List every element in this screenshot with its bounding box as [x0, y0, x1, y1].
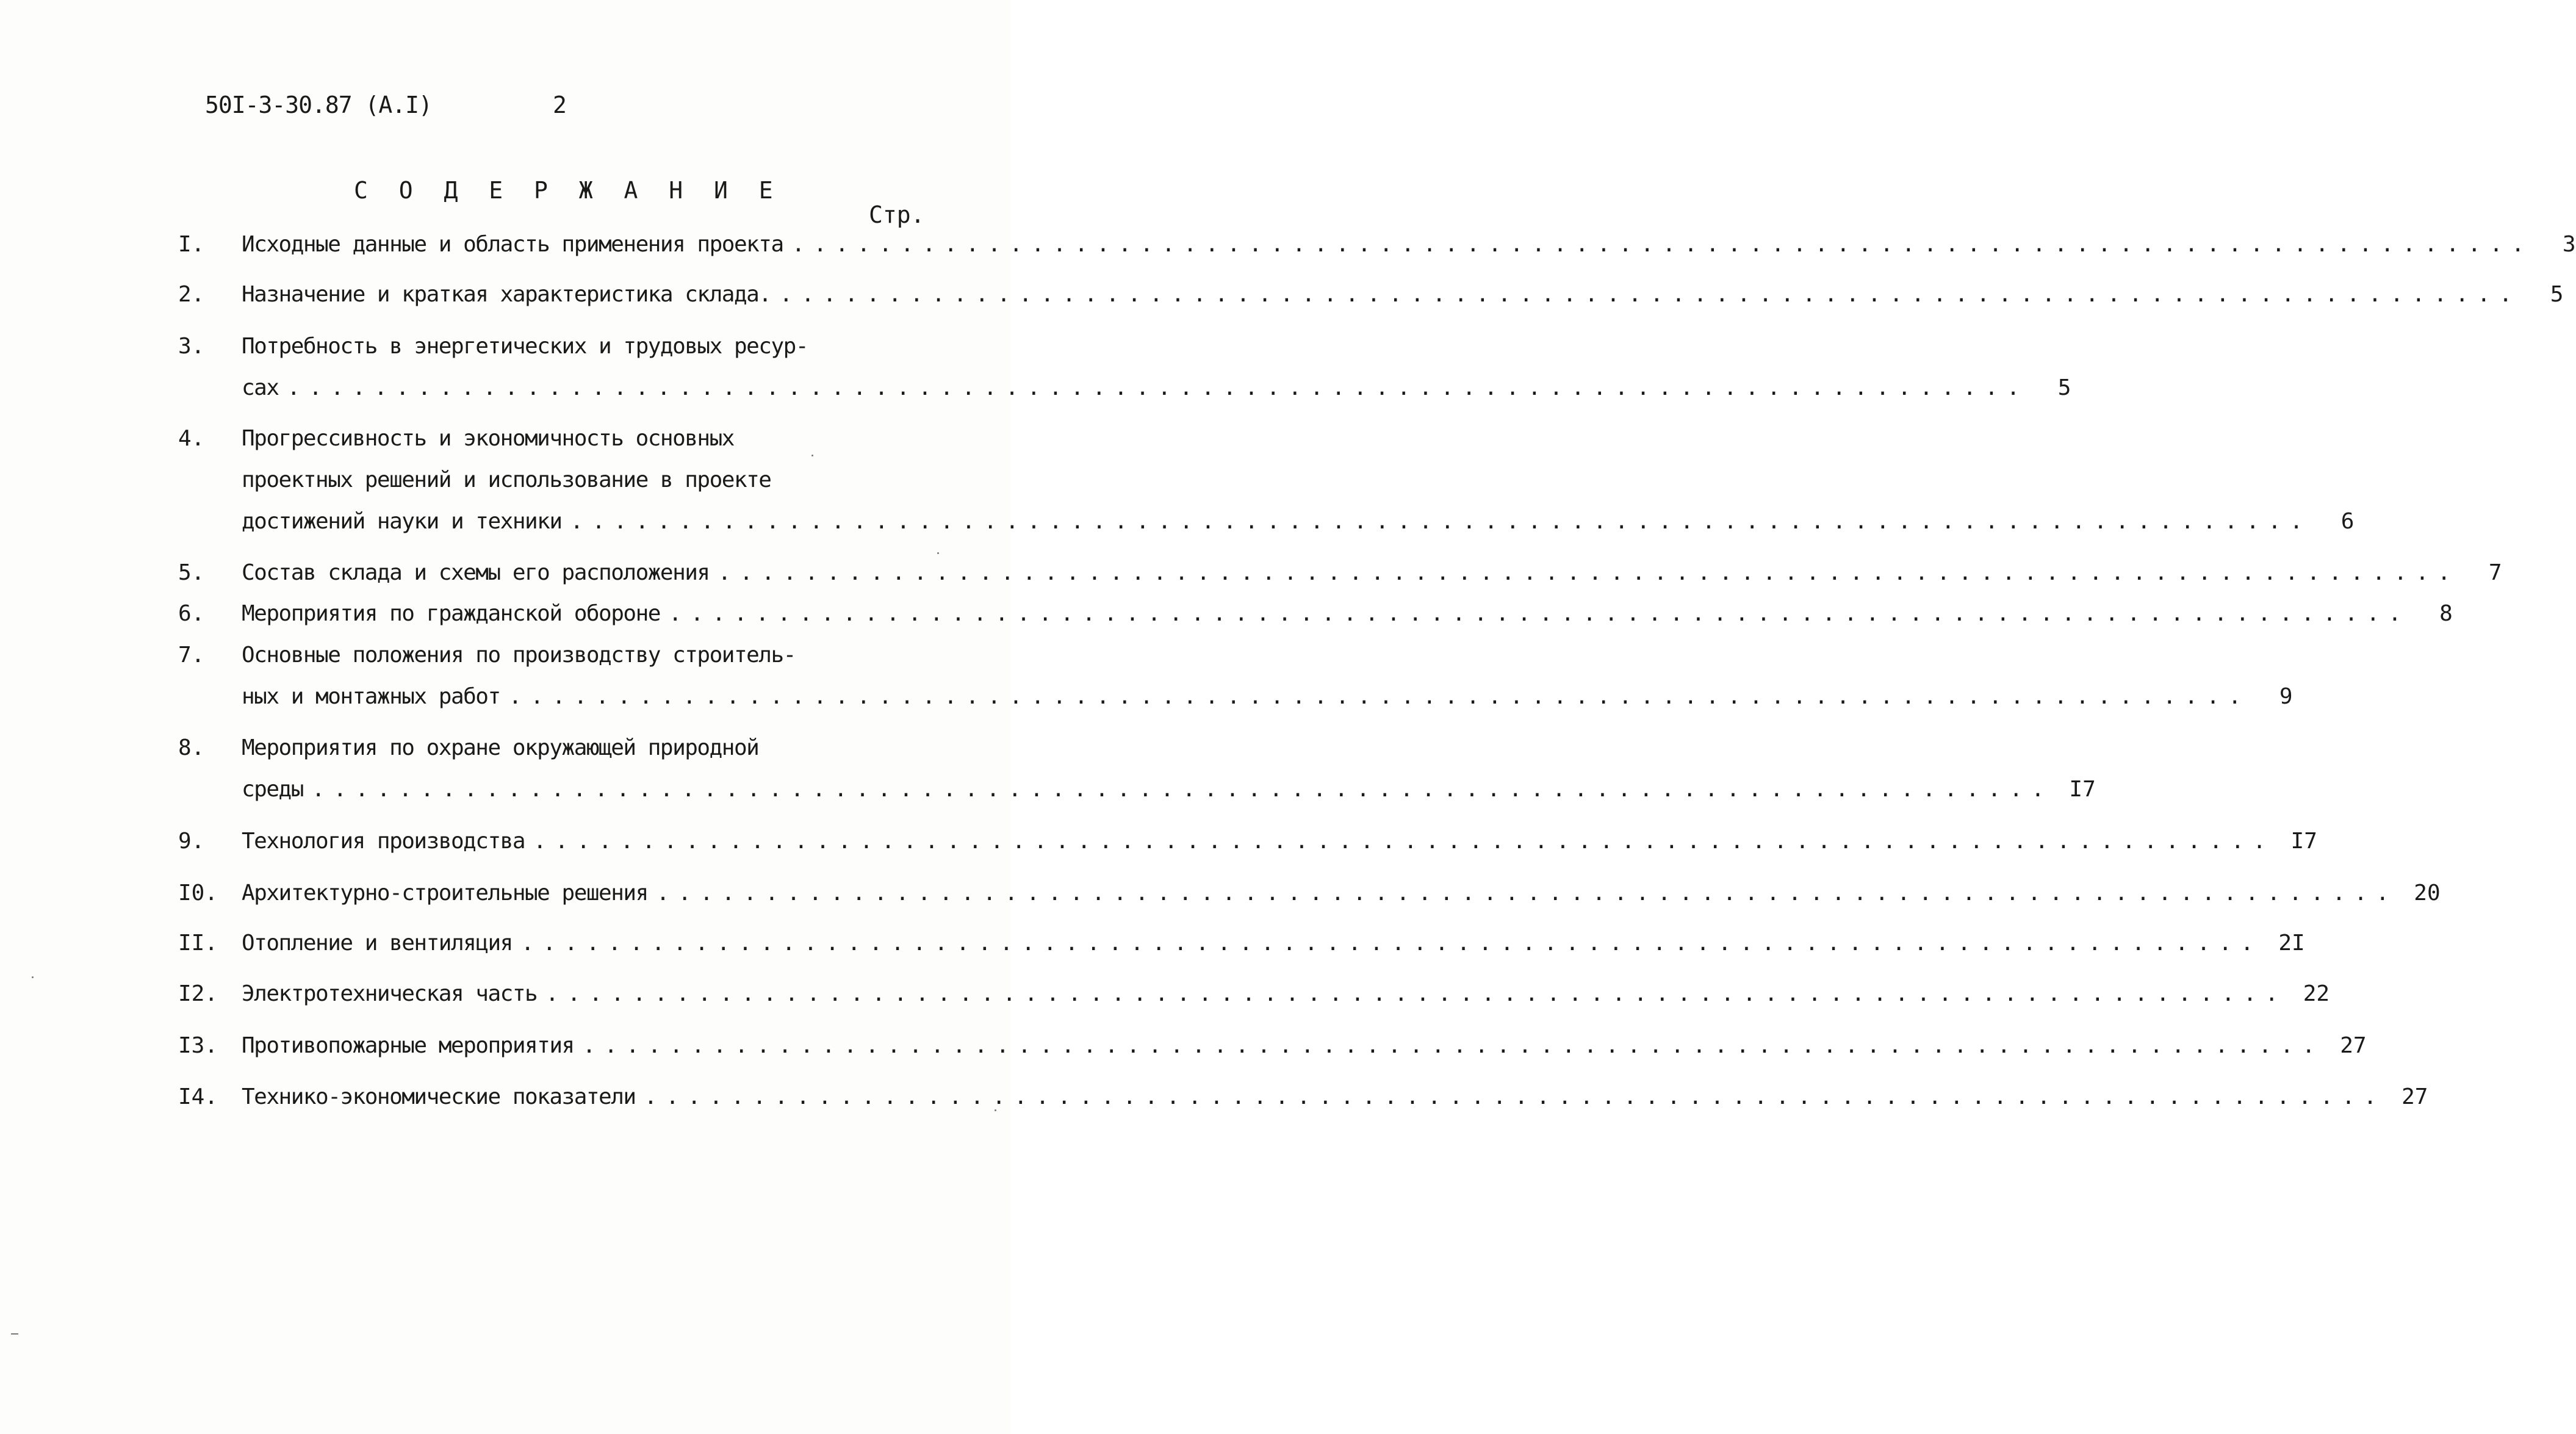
toc-entry-line [242, 1084, 2428, 1112]
toc-entry-line [242, 601, 2453, 629]
dot-leader: ................................................................................ [533, 829, 2275, 854]
toc-entry-line [242, 684, 2293, 712]
toc-entry-number: I0. [178, 881, 218, 906]
dot-leader: ................................................................................ [570, 509, 2312, 534]
toc-entry-text: Архитектурно-строительные решения [242, 881, 648, 906]
toc-entry-page: 8 [2439, 601, 2453, 626]
dot-leader: ................................................................................ [656, 881, 2398, 906]
toc-entry-page: I7 [2069, 777, 2096, 802]
toc-entry-page: 2I [2278, 931, 2305, 956]
toc-title: С О Д Е Р Ж А Н И Е [354, 177, 782, 204]
dot-leader: ................................................................................ [582, 1033, 2324, 1058]
toc-entry-text: Противопожарные мероприятия [242, 1033, 574, 1058]
toc-entry-page: 27 [2340, 1033, 2367, 1058]
toc-entry-text: Основные положения по производству строитель- [242, 643, 796, 668]
scan-speck [32, 976, 34, 978]
toc-entry-number: 4. [178, 426, 205, 451]
toc-entry-line [242, 777, 2096, 805]
toc-entry-line [242, 232, 2576, 260]
dot-leader: ................................................................................ [644, 1084, 2386, 1109]
toc-entry-text: Технико-экономические показатели [242, 1084, 636, 1109]
toc-entry-page: 5 [2550, 282, 2564, 307]
toc-entry-line [242, 931, 2305, 959]
toc-entry-text: Электротехническая часть [242, 981, 538, 1006]
toc-entry-text: ных и монтажных работ [242, 684, 500, 709]
toc-entry-page: 3 [2562, 232, 2576, 257]
dot-leader: ................................................................................ [287, 375, 2029, 400]
toc-entry-line [242, 509, 2355, 537]
page-column-label: Стр. [869, 201, 925, 228]
toc-entry-number: 3. [178, 334, 205, 359]
toc-entry-page: 9 [2279, 684, 2293, 709]
toc-entry-number: II. [178, 931, 218, 956]
toc-entry-line [242, 1033, 2367, 1061]
dot-leader: ................................................................................ [520, 931, 2262, 956]
toc-entry-page: 7 [2488, 560, 2502, 585]
toc-entry-number: 5. [178, 560, 205, 585]
scan-speck [995, 1109, 996, 1111]
scan-speck [937, 552, 939, 554]
dot-leader: ................................................................................ [508, 684, 2250, 709]
toc-entry-page: 22 [2303, 981, 2330, 1006]
toc-entry-page: 20 [2414, 881, 2441, 906]
toc-entry-number: 7. [178, 643, 205, 668]
toc-entry-number: 2. [178, 282, 205, 307]
toc-entry-text: Потребность в энергетических и трудовых ресур- [242, 334, 808, 359]
dot-leader: ................................................................................ [668, 601, 2410, 626]
toc-entry-number: 8. [178, 735, 205, 760]
toc-entry-text: Мероприятия по охране окружающей природной [242, 735, 759, 760]
toc-entry-number: I2. [178, 981, 218, 1006]
toc-entry-number: I3. [178, 1033, 218, 1058]
scan-speck [811, 455, 813, 456]
dot-leader: ................................................................................ [718, 560, 2459, 585]
page-number: 2 [553, 92, 567, 118]
toc-entry-line [242, 282, 2564, 310]
toc-entry-number: I4. [178, 1084, 218, 1109]
toc-entry-text: Назначение и краткая характеристика склада. [242, 282, 771, 307]
toc-entry-text: проектных решений и использование в проекте [242, 467, 771, 492]
toc-entry-line [242, 981, 2330, 1009]
toc-entry-number: 9. [178, 829, 205, 854]
toc-entry-text: Технология производства [242, 829, 525, 854]
toc-entry-text: Прогрессивность и экономичность основных [242, 426, 734, 451]
toc-entry-page: 27 [2402, 1084, 2428, 1109]
toc-entry-line [242, 829, 2317, 857]
toc-entry-line [242, 375, 2071, 403]
toc-entry-text: Состав склада и схемы его расположения [242, 560, 710, 585]
scan-speck [11, 1333, 18, 1335]
toc-entry-text: Отопление и вентиляция [242, 931, 513, 956]
toc-entry-number: 6. [178, 601, 205, 626]
toc-entry-page: I7 [2290, 829, 2317, 854]
document-code: 50I-3-30.87 (А.I) [205, 92, 432, 118]
toc-entry-text: Мероприятия по гражданской обороне [242, 601, 660, 626]
toc-entry-text: Исходные данные и область применения проекта [242, 232, 783, 257]
toc-entry-line [242, 881, 2441, 909]
toc-entry-line [242, 560, 2502, 588]
dot-leader: ................................................................................ [311, 777, 2053, 802]
toc-entry-page: 5 [2057, 375, 2071, 400]
toc-entry-number: I. [178, 232, 205, 257]
dot-leader: ................................................................................ [545, 981, 2287, 1006]
dot-leader: ................................................................................ [791, 232, 2533, 257]
dot-leader: ................................................................................ [779, 282, 2521, 307]
toc-entry-page: 6 [2340, 509, 2355, 534]
toc-entry-text: среды [242, 777, 303, 802]
toc-entry-text: сах [242, 375, 279, 400]
toc-entry-text: достижений науки и техники [242, 509, 562, 534]
